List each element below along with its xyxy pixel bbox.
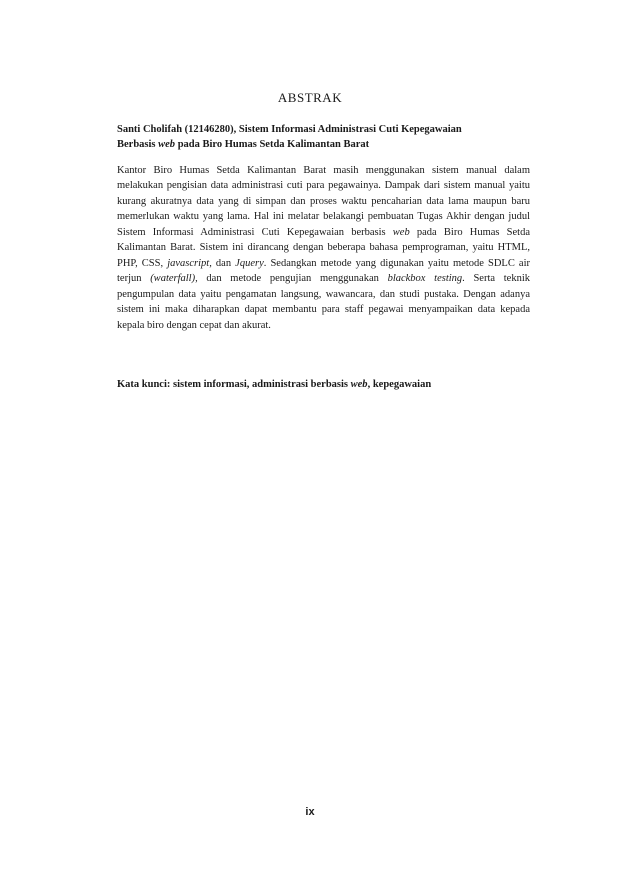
abstract-javascript-term: javascript	[167, 257, 210, 269]
abstract-text-4: . Sedangkan metode yang digunakan yaitu metode SDLC air terjun	[117, 257, 530, 285]
abstract-waterfall-term: (waterfall),	[150, 273, 198, 285]
abstract-paragraph	[117, 163, 530, 333]
abstract-web-term: web	[392, 226, 410, 238]
keywords-post: , kepegawaian	[367, 379, 432, 390]
abstract-text-6: . Serta teknik pengumpulan data yaitu pengamatan langsung, wawancara, dan studi pustaka. Dengan adanya sistem ini maka diharapkan dapat membantu para staff pegawai menyampaikan data kepada kepala biro dengan cepat dan akurat.	[117, 273, 530, 331]
abstract-text-3: , dan	[209, 257, 236, 269]
abstract-jquery-term: Jquery	[235, 257, 264, 269]
author-line-2	[117, 137, 529, 152]
author-title-block	[117, 122, 529, 152]
abstract-body	[117, 163, 530, 333]
keywords-line	[117, 379, 530, 390]
abstract-text-2: pada Biro Humas Setda Kalimantan Barat. Sistem ini dirancang dengan beberapa bahasa pemprograman, yaitu HTML, PHP, CSS,	[117, 226, 530, 269]
author-line-2-web: web	[158, 139, 176, 150]
keywords-pre: Kata kunci: sistem informasi, administrasi berbasis	[117, 379, 351, 390]
author-line-2-pre: Berbasis	[117, 139, 159, 150]
page-number: ix	[305, 806, 315, 818]
author-line-2-post: pada Biro Humas Setda Kalimantan Barat	[175, 139, 370, 150]
keywords-web: web	[350, 379, 368, 390]
author-line-1: Santi Cholifah (12146280), Sistem Informasi Administrasi Cuti Kepegawaian	[117, 124, 462, 135]
abstract-title: ABSTRAK	[277, 90, 343, 105]
abstract-text-5: dan metode pengujian menggunakan	[197, 273, 388, 285]
abstract-blackbox-term: blackbox testing	[387, 273, 463, 285]
abstract-text-1: Kantor Biro Humas Setda Kalimantan Barat masih menggunakan sistem manual dalam melakukan pengisian data administrasi cuti para pegawainya. Dampak dari sistem manual yaitu kurang akuratnya data yang di simpan dan proses waktu pencaharian data lama maupun baru memerlukan waktu yang lama. Hal ini melatar belakangi pembuatan Tugas Akhir dengan judul Sistem Informasi Administrasi Cuti Kepegawaian berbasis	[117, 165, 530, 238]
